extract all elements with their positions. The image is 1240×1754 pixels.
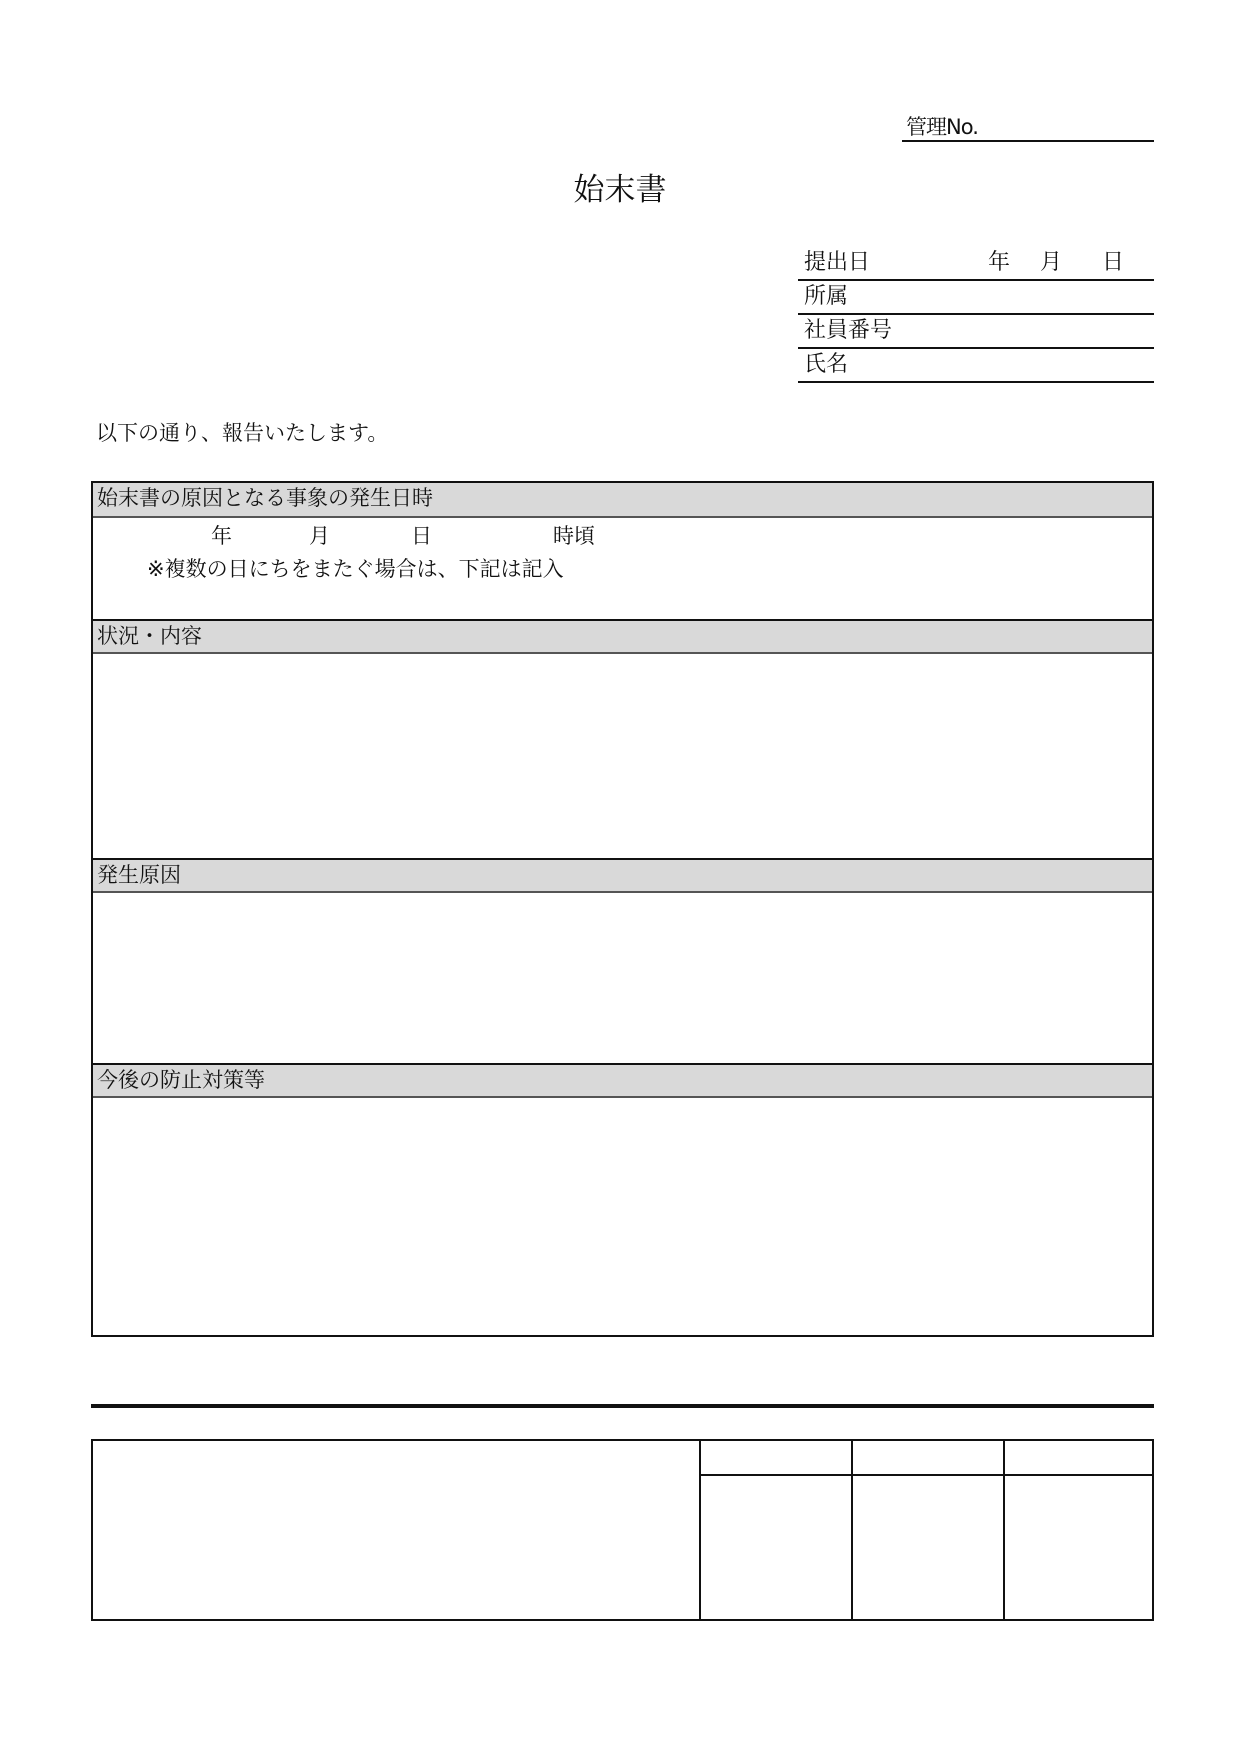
intro-text: 以下の通り、報告いたします。 [96,421,389,445]
approval-column-3 [1003,1441,1154,1619]
cause-field[interactable] [93,893,1152,1063]
approval-column-2 [851,1441,1003,1619]
prevention-heading: 今後の防止対策等 [93,1063,1152,1098]
occurrence-note: ※複数の日にちをまたぐ場合は、下記は記入 [147,557,564,581]
occurrence-month-unit: 月 [309,524,330,548]
divider-line [91,1404,1154,1408]
approval-table [91,1439,1154,1621]
approval-column-1-header[interactable] [701,1441,851,1476]
occurrence-hour-unit: 時頃 [553,524,595,548]
employee-number-label: 社員番号 [804,318,893,343]
submitter-info [798,247,1154,383]
occurrence-day-unit: 日 [411,524,432,548]
approval-column-3-header[interactable] [1005,1441,1154,1476]
department-label: 所属 [804,284,849,309]
department-row[interactable] [798,281,1154,315]
approval-column-3-stamp[interactable] [1005,1476,1154,1616]
name-label: 氏名 [804,352,849,377]
management-number-field[interactable] [902,112,1154,142]
occurrence-year-unit: 年 [211,524,232,548]
situation-field[interactable] [93,654,1152,858]
submission-year-unit: 年 [988,250,1011,275]
cause-heading: 発生原因 [93,858,1152,893]
management-number-label: 管理No. [906,115,978,139]
prevention-field[interactable] [93,1098,1152,1334]
submission-date-label: 提出日 [804,250,871,275]
name-row[interactable] [798,349,1154,383]
approval-column-2-header[interactable] [853,1441,1003,1476]
occurrence-field[interactable] [93,518,1152,619]
approval-memo-field[interactable] [93,1441,699,1619]
submission-day-unit: 日 [1102,250,1125,275]
submission-date-row[interactable] [798,247,1154,281]
approval-column-1 [699,1441,851,1619]
employee-number-row[interactable] [798,315,1154,349]
document-title: 始末書 [573,172,667,208]
situation-heading: 状況・内容 [93,619,1152,654]
approval-column-2-stamp[interactable] [853,1476,1003,1616]
occurrence-heading: 始末書の原因となる事象の発生日時 [93,483,1152,518]
submission-month-unit: 月 [1040,250,1063,275]
approval-column-1-stamp[interactable] [701,1476,851,1616]
report-form [91,481,1154,1337]
